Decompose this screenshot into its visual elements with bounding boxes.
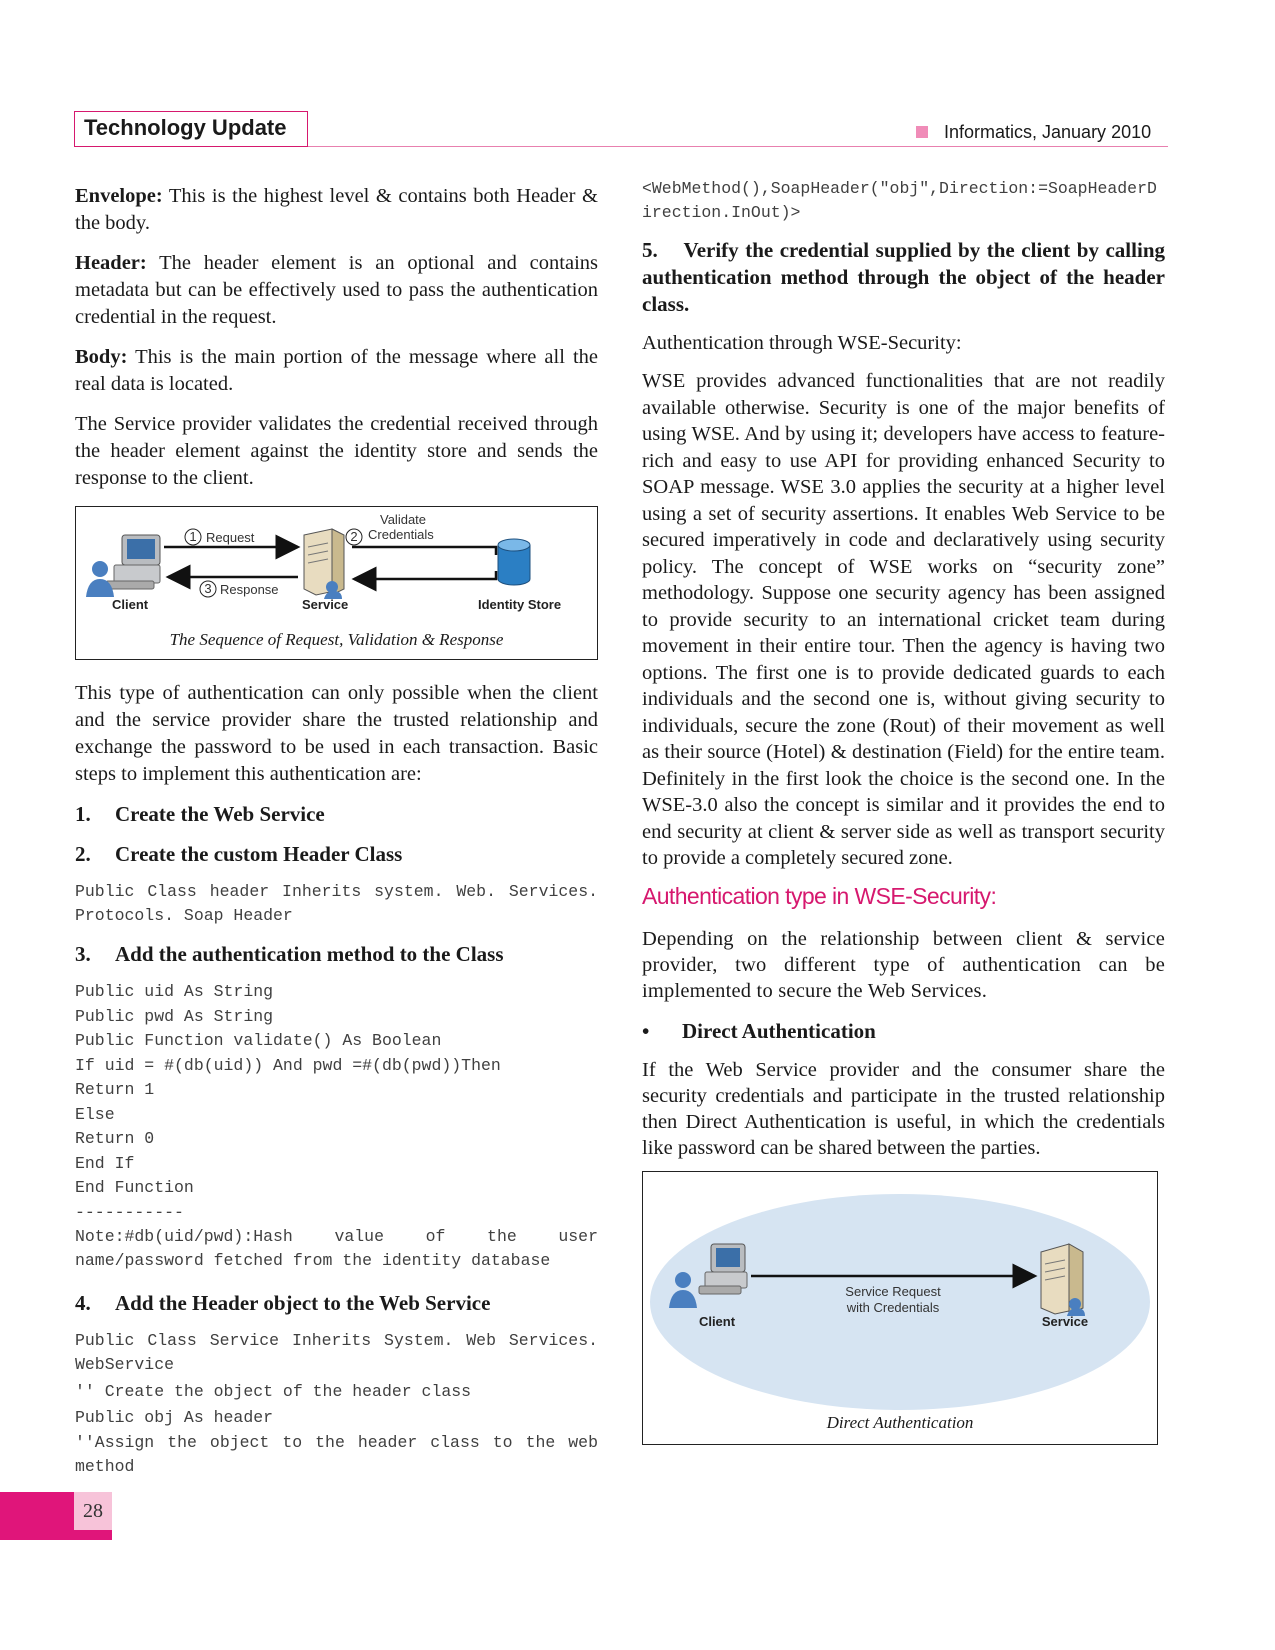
wse-intro: Authentication through WSE-Security: — [642, 332, 962, 354]
page-number-underline — [74, 1530, 112, 1540]
hash-note: Note:#db(uid/pwd):Hash value of the user name/password fetched from the identity database — [75, 1227, 598, 1270]
header-text: The header element is an optional and contains metadata but can be effectively used to pass the authentication credential in the request. — [75, 252, 598, 328]
direct-auth-paragraph: If the Web Service provider and the consumer share the security credentials and participate in the trusted relationship then Direct Authentication is useful, in which the credentials like password can be shared between the parties. — [642, 1058, 1165, 1159]
auth-method-code — [75, 980, 598, 1225]
auth-type-subhead: Authentication type in WSE-Security: — [642, 882, 997, 909]
header-term: Header: — [75, 252, 147, 274]
user-icon — [86, 561, 114, 597]
step-4-text: Add the Header object to the Web Service — [115, 1291, 491, 1315]
obj-declaration-code: Public obj As header — [75, 1408, 274, 1427]
step-3-text: Add the authentication method to the Class — [115, 942, 504, 966]
identity-store-label: Identity Store — [478, 597, 562, 612]
service-class-code: Public Class Service Inherits System. Web Services. WebService — [75, 1331, 598, 1374]
step-3 — [75, 940, 598, 968]
validate-label-line1: Validate — [380, 512, 427, 527]
request-label: Request — [206, 530, 255, 545]
envelope-paragraph — [75, 183, 598, 237]
body-paragraph — [75, 344, 598, 398]
service-label: Service — [302, 597, 349, 612]
code-line: Public uid As String — [75, 982, 274, 1001]
figure-caption: The Sequence of Request, Validation & Response — [169, 630, 504, 649]
client-label: Client — [112, 597, 149, 612]
direct-auth-caption: Direct Authentication — [826, 1412, 974, 1432]
body-text: This is the main portion of the message where all the real data is located. — [75, 346, 598, 395]
code-line: Public pwd As String — [75, 1006, 274, 1026]
step-2-text: Create the custom Header Class — [115, 842, 403, 866]
body-term: Body: — [75, 346, 128, 368]
bullet-dot: • — [642, 1018, 650, 1043]
client-computer-icon — [106, 535, 160, 589]
direct-auth-bullet — [642, 1017, 1165, 1045]
left-column — [75, 183, 598, 1479]
section-title: Technology Update — [74, 111, 308, 147]
trust-paragraph: This type of authentication can only possible when the client and the service provider share the trusted relationship and exchange the password to be used in each transaction. Basic steps to implement this authentication are: — [75, 682, 598, 785]
code-line: End If — [75, 1153, 135, 1173]
wse-paragraph: WSE provides advanced functionalities that are not readily available otherwise. Security is one of the major benefits of using WSE. And by using it; developers have access to feature-rich and easy to use API for providing enhanced Security to SOAP message. WSE 3.0 applies the security at a higher level using a set of security assertions. It enables Web Service to be secured imperatively in code and declaratively using security policy. The concept of WSE works on “security zone” methodology. Suppose one security agency has been assigned to provide security to an international cricket team during movement in their entire tour. Then the agency is having two options. The first one is to provide dedicated guards to each individuals and the second one is, without giving security to individuals, secure the zone (Rout) of their movement as well as their source (Hotel) & destination (Field) for the entire team. Definitely in the first look the choice is the second one. In the WSE-3.0 also the concept is similar and it provides the end to end security at client & server side as well as transport security to provide a completely secured zone. — [642, 370, 1165, 869]
response-label: Response — [220, 582, 279, 597]
direct-auth-figure — [642, 1171, 1158, 1445]
types-paragraph: Depending on the relationship between client & service provider, two different type of authentication can be implemented to secure the Web Services. — [642, 927, 1165, 1002]
comment-assign-object: ''Assign the object to the header class to the web method — [75, 1433, 598, 1476]
envelope-term: Envelope: — [75, 185, 163, 207]
client-label: Client — [698, 1313, 736, 1329]
code-line: Return 1 — [75, 1080, 155, 1099]
service-request-label-line1: Service Request — [845, 1283, 941, 1299]
comment-create-object: '' Create the object of the header class — [75, 1382, 472, 1401]
validation-paragraph: The Service provider validates the credential received through the header element against the identity store and sends the response to the client. — [75, 413, 598, 489]
code-line: If uid = #(db(uid)) And pwd =#(db(pwd))Then — [75, 1055, 501, 1075]
step-4-number: 4. — [75, 1291, 91, 1315]
service-request-label-line2: with Credentials — [846, 1299, 940, 1315]
code-line: Return 0 — [75, 1129, 155, 1148]
header-rule — [308, 146, 1168, 147]
header-class-code: Public Class header Inherits system. Web. Services. Protocols. Soap Header — [75, 882, 598, 925]
step-5: 5. Verify the credential supplied by the client by calling authentication method through the object of the header class. — [642, 238, 1171, 316]
step-number-2: 2 — [350, 529, 358, 544]
service-label: Service — [1041, 1313, 1089, 1329]
server-icon — [1041, 1244, 1085, 1316]
code-line: Else — [75, 1104, 115, 1124]
step-4 — [75, 1289, 598, 1317]
header-marker-square — [916, 126, 928, 138]
page-number-block — [0, 1492, 74, 1540]
code-line: Public Function validate() As Boolean — [75, 1031, 442, 1050]
issue-date: Informatics, January 2010 — [944, 122, 1152, 142]
direct-auth-diagram — [643, 1172, 1157, 1444]
page-number: 28 — [83, 1500, 103, 1522]
step-1 — [75, 800, 598, 828]
step-number-1: 1 — [189, 529, 197, 544]
header-paragraph — [75, 250, 598, 331]
step-3-number: 3. — [75, 942, 91, 966]
code-line: End Function — [75, 1178, 194, 1197]
code-line: ----------- — [75, 1202, 184, 1222]
validate-label-line2: Credentials — [368, 527, 434, 542]
bullet-text: Direct Authentication — [682, 1018, 876, 1043]
right-column — [642, 177, 1171, 1465]
step-1-text: Create the Web Service — [115, 802, 325, 826]
sequence-figure — [75, 506, 598, 660]
webmethod-code: <WebMethod(),SoapHeader("obj",Direction:=SoapHeaderDirection.InOut)> — [642, 179, 1157, 222]
step-number-3: 3 — [204, 581, 212, 596]
database-icon — [498, 539, 530, 585]
step-1-number: 1. — [75, 802, 91, 826]
server-icon — [304, 529, 344, 599]
step-2-number: 2. — [75, 842, 91, 866]
envelope-text: This is the highest level & contains both Header & the body. — [75, 185, 598, 234]
step-2 — [75, 840, 598, 868]
